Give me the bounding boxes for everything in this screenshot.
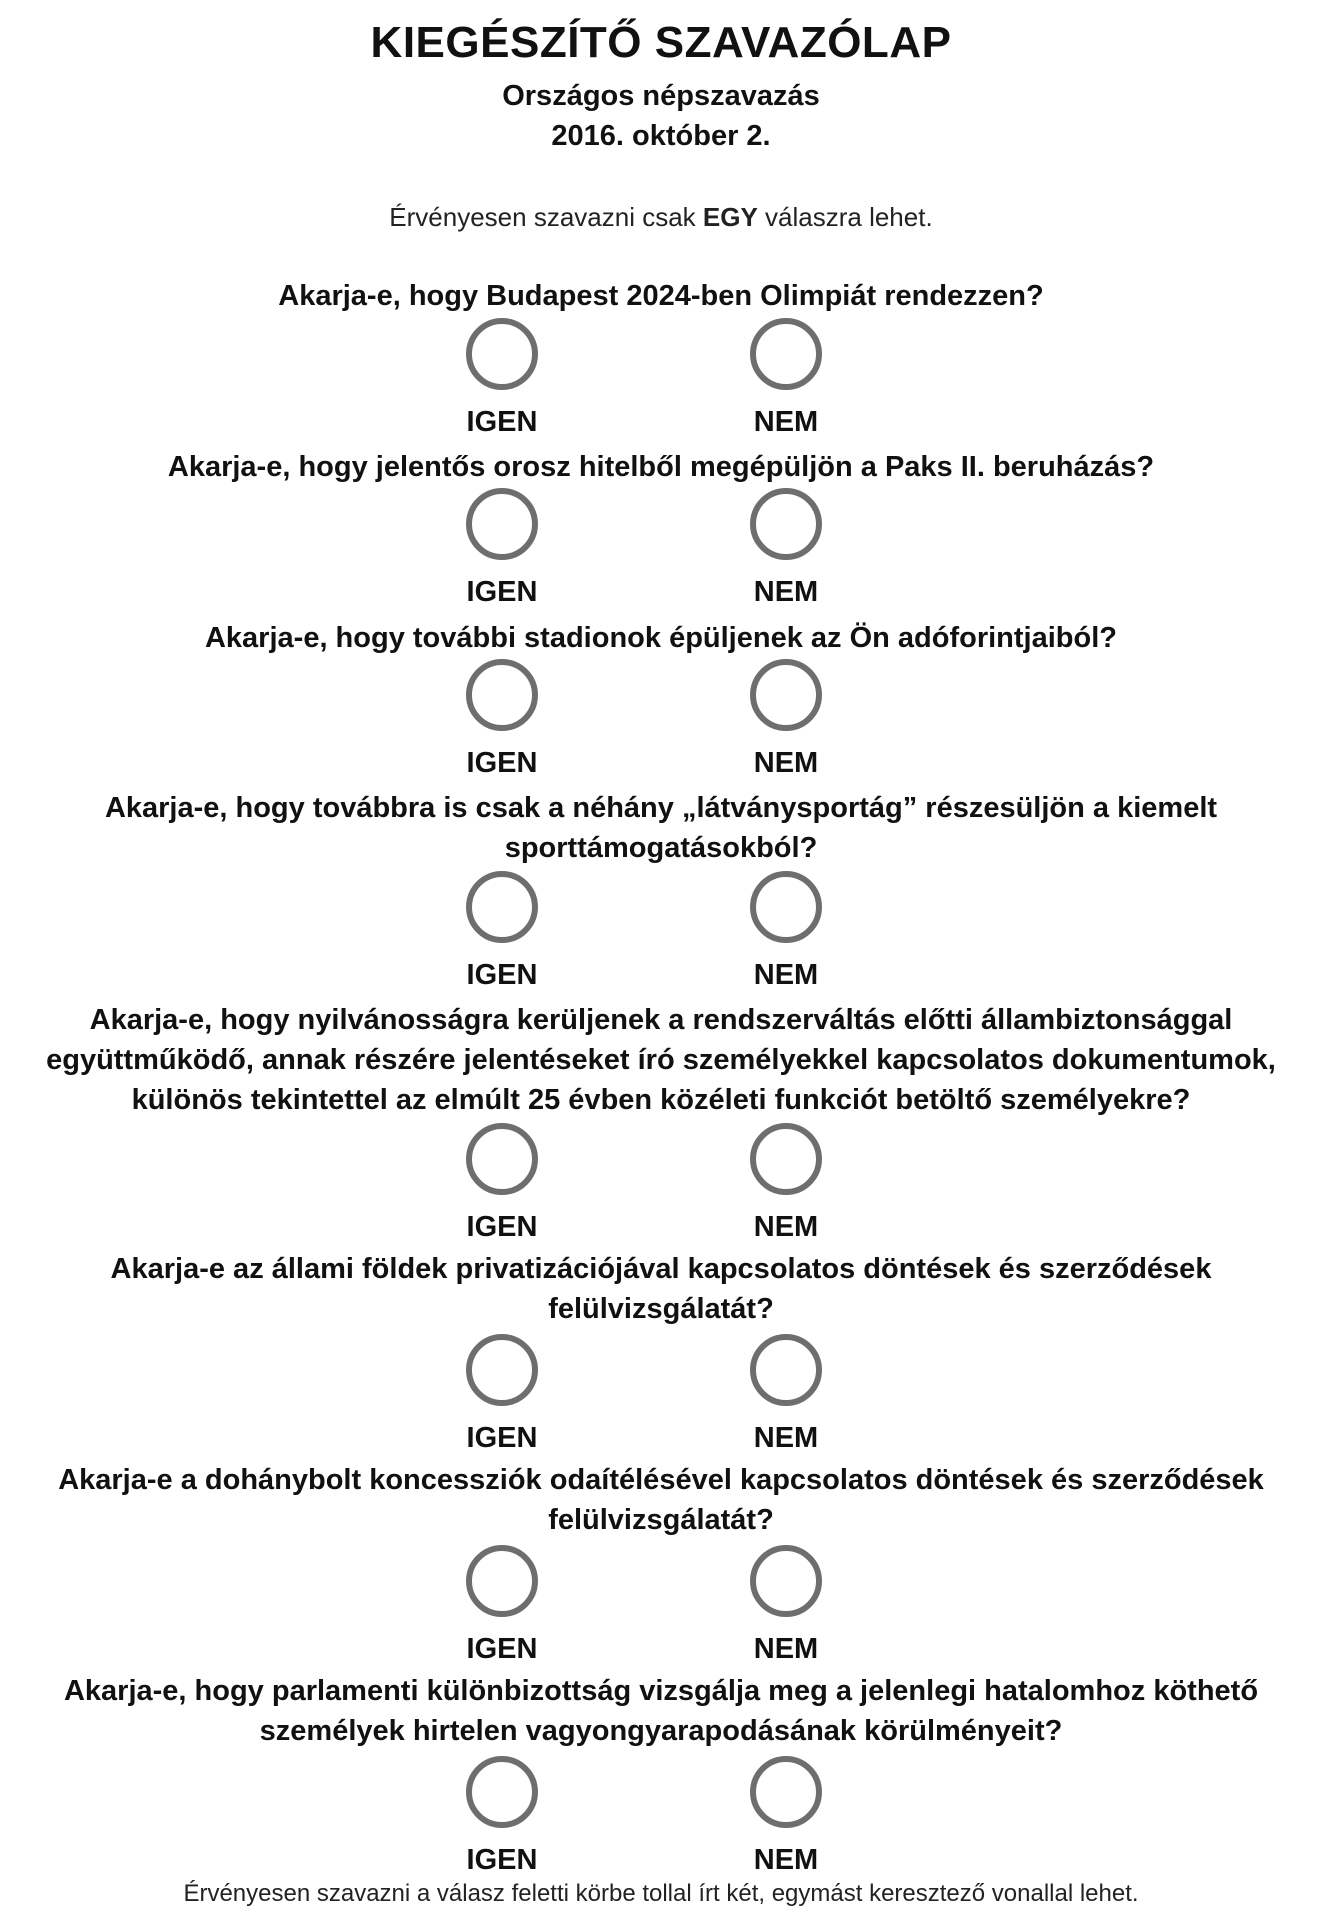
question-7-yes-circle[interactable] — [466, 1545, 538, 1617]
question-8-yes-option[interactable] — [422, 1756, 582, 1878]
question-2-no-label: NEM — [753, 576, 819, 608]
question-4-no-label: NEM — [753, 959, 819, 991]
question-2-yes-label: IGEN — [466, 576, 538, 608]
instruction-text-end: válaszra lehet. — [757, 202, 933, 232]
question-1-yes-circle[interactable] — [466, 318, 538, 390]
question-7-line-1: Akarja-e a dohánybolt koncessziók odaítélésével kapcsolatos döntések és szerződések — [58, 1464, 1264, 1496]
question-1-no-label: NEM — [753, 406, 819, 438]
question-7-no-label: NEM — [753, 1633, 819, 1665]
question-1-no-circle[interactable] — [750, 318, 822, 390]
question-6-yes-option[interactable] — [422, 1334, 582, 1456]
instruction-text-start: Érvényesen szavazni csak — [389, 202, 703, 232]
ballot-title: KIEGÉSZÍTŐ SZAVAZÓLAP — [370, 18, 952, 67]
question-8-no-option[interactable] — [706, 1756, 866, 1878]
question-7 — [20, 1460, 1302, 1540]
voting-method-note: Érvényesen szavazni a válasz feletti körbe tollal írt két, egymást keresztező vonallal lehet. — [183, 1880, 1139, 1907]
question-5-no-option[interactable] — [706, 1123, 866, 1245]
question-6-yes-label: IGEN — [466, 1422, 538, 1454]
question-1-line-1: Akarja-e, hogy Budapest 2024-ben Olimpiát rendezzen? — [278, 280, 1044, 312]
question-3-no-circle[interactable] — [750, 659, 822, 731]
question-5-line-2: együttműködő, annak részére jelentéseket író személyekkel kapcsolatos dokumentumok, — [46, 1044, 1276, 1076]
question-8 — [20, 1671, 1302, 1751]
question-7-no-circle[interactable] — [750, 1545, 822, 1617]
question-3-yes-label: IGEN — [466, 747, 538, 779]
question-4-yes-label: IGEN — [466, 959, 538, 991]
question-7-yes-option[interactable] — [422, 1545, 582, 1667]
question-8-no-circle[interactable] — [750, 1756, 822, 1828]
question-6-line-1: Akarja-e az állami földek privatizációjával kapcsolatos döntések és szerződések — [110, 1253, 1212, 1285]
question-4-yes-option[interactable] — [422, 871, 582, 993]
question-1-yes-label: IGEN — [466, 406, 538, 438]
question-3-line-1: Akarja-e, hogy további stadionok épüljenek az Ön adóforintjaiból? — [204, 622, 1117, 654]
question-3-yes-circle[interactable] — [466, 659, 538, 731]
question-4-no-option[interactable] — [706, 871, 866, 993]
question-7-line-2: felülvizsgálatát? — [548, 1504, 774, 1536]
question-8-line-2: személyek hirtelen vagyongyarapodásának körülményeit? — [259, 1715, 1063, 1747]
voting-instruction — [0, 202, 1322, 233]
question-4-line-1: Akarja-e, hogy továbbra is csak a néhány „látványsportág” részesüljön a kiemelt — [104, 792, 1218, 824]
question-4-yes-circle[interactable] — [466, 871, 538, 943]
question-8-no-label: NEM — [753, 1844, 819, 1876]
question-6-no-label: NEM — [753, 1422, 819, 1454]
question-2-yes-circle[interactable] — [466, 488, 538, 560]
question-2 — [20, 447, 1302, 487]
question-5-yes-label: IGEN — [466, 1211, 538, 1243]
question-6-yes-circle[interactable] — [466, 1334, 538, 1406]
question-1-yes-option[interactable] — [422, 318, 582, 440]
question-4 — [20, 788, 1302, 868]
question-1-no-option[interactable] — [706, 318, 866, 440]
question-3-yes-option[interactable] — [422, 659, 582, 781]
question-6-no-circle[interactable] — [750, 1334, 822, 1406]
ballot-date: 2016. október 2. — [551, 120, 771, 152]
question-5-line-3: különös tekintettel az elmúlt 25 évben közéleti funkciót betöltő személyekre? — [131, 1084, 1191, 1116]
question-5-line-1: Akarja-e, hogy nyilvánosságra kerüljenek a rendszerváltás előtti állambiztonsággal — [89, 1004, 1233, 1036]
question-6-line-2: felülvizsgálatát? — [548, 1293, 774, 1325]
question-3 — [20, 618, 1302, 658]
question-8-line-1: Akarja-e, hogy parlamenti különbizottság vizsgálja meg a jelenlegi hatalomhoz köthető — [63, 1675, 1259, 1707]
question-7-no-option[interactable] — [706, 1545, 866, 1667]
question-3-no-label: NEM — [753, 747, 819, 779]
question-5-no-label: NEM — [753, 1211, 819, 1243]
question-3-no-option[interactable] — [706, 659, 866, 781]
question-4-no-circle[interactable] — [750, 871, 822, 943]
instruction-emphasis: EGY — [702, 202, 758, 232]
question-5-no-circle[interactable] — [750, 1123, 822, 1195]
question-2-yes-option[interactable] — [422, 488, 582, 610]
question-8-yes-label: IGEN — [466, 1844, 538, 1876]
question-1 — [20, 276, 1302, 316]
question-2-no-circle[interactable] — [750, 488, 822, 560]
question-2-no-option[interactable] — [706, 488, 866, 610]
question-8-yes-circle[interactable] — [466, 1756, 538, 1828]
question-4-line-2: sporttámogatásokból? — [504, 832, 818, 864]
question-5-yes-option[interactable] — [422, 1123, 582, 1245]
question-2-line-1: Akarja-e, hogy jelentős orosz hitelből megépüljön a Paks II. beruházás? — [167, 451, 1155, 483]
question-5 — [20, 1000, 1302, 1120]
question-5-yes-circle[interactable] — [466, 1123, 538, 1195]
question-6 — [20, 1249, 1302, 1329]
ballot-subtitle: Országos népszavazás — [502, 80, 820, 112]
question-7-yes-label: IGEN — [466, 1633, 538, 1665]
question-6-no-option[interactable] — [706, 1334, 866, 1456]
